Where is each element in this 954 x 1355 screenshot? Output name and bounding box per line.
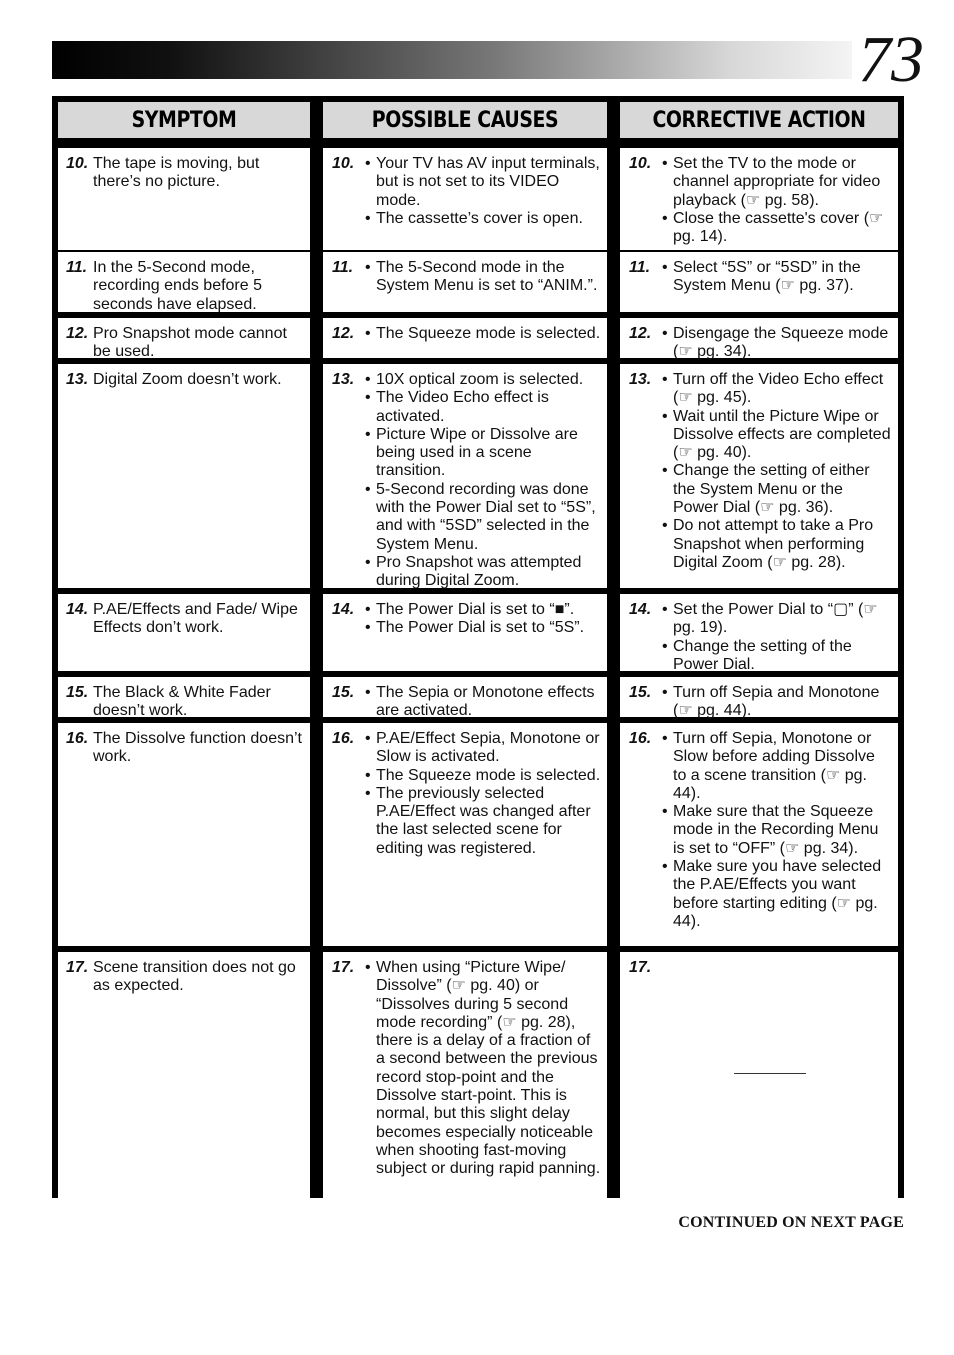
- causes-cell: [323, 952, 607, 1198]
- action-item: • Turn off the Video Echo effect (☞ pg. 45).: [662, 371, 884, 407]
- action-item: • Set the Power Dial to “▢” (☞ pg. 19).: [662, 601, 878, 637]
- bullet-icon: •: [662, 858, 668, 876]
- action-item: • Wait until the Picture Wipe or Dissolve effects are completed (☞ pg. 40).: [662, 407, 891, 462]
- action-item: • Close the cassette's cover (☞ pg. 14).: [662, 209, 884, 246]
- action-item: • Make sure you have selected the P.AE/Effects you want before starting editing (☞ pg. 44).: [662, 858, 882, 930]
- item-number: 14.: [332, 601, 355, 618]
- bullet-icon: •: [365, 371, 371, 388]
- cause-item: • The Power Dial is set to “5S”.: [365, 619, 585, 637]
- cause-item: • Your TV has AV input terminals, but is not set to its VIDEO mode.: [365, 155, 600, 209]
- bullet-icon: •: [662, 601, 668, 618]
- cause-item: • The Video Echo effect is activated.: [365, 389, 549, 425]
- bullet-icon: •: [365, 155, 371, 172]
- action-item: • Select “5S” or “5SD” in the System Menu (☞ pg. 37).: [662, 259, 861, 295]
- header-gradient-bar: [52, 41, 852, 79]
- symptom-cell: [58, 252, 310, 312]
- item-number: 13.: [66, 371, 89, 388]
- symptom-cell: [58, 677, 310, 720]
- symptom-text: The Black & White Fader doesn’t work.: [93, 684, 271, 720]
- bullet-icon: •: [365, 959, 371, 976]
- item-number: 10.: [66, 155, 89, 172]
- cause-item: • The previously selected P.AE/Effect was changed after the last selected scene for editing was registered.: [365, 784, 591, 857]
- bullet-icon: •: [365, 784, 371, 802]
- bullet-icon: •: [662, 407, 668, 425]
- item-number: 14.: [629, 601, 652, 618]
- troubleshooting-table: [52, 96, 904, 1198]
- cause-item: • The Squeeze mode is selected.: [365, 766, 601, 784]
- bullet-icon: •: [365, 730, 371, 747]
- bullet-icon: •: [365, 684, 371, 701]
- cause-item: • Picture Wipe or Dissolve are being used in a scene transition.: [365, 425, 578, 480]
- bullet-icon: •: [365, 325, 371, 342]
- causes-column: [323, 102, 607, 1192]
- item-number: 16.: [332, 730, 355, 747]
- item-number: 15.: [629, 684, 652, 701]
- item-number: 10.: [332, 155, 355, 172]
- action-item: • Change the setting of the Power Dial.: [662, 637, 852, 673]
- symptom-text: Pro Snapshot mode cannot be used.: [93, 325, 287, 361]
- bullet-icon: •: [662, 517, 668, 535]
- item-number: 17.: [66, 959, 89, 976]
- item-number: 15.: [332, 684, 355, 701]
- bullet-icon: •: [662, 155, 668, 172]
- symptom-cell: [58, 952, 310, 1198]
- item-number: 12.: [332, 325, 355, 342]
- bullet-icon: •: [662, 325, 668, 342]
- bullet-icon: •: [662, 730, 668, 747]
- symptom-text: The Dissolve function doesn’t work.: [93, 730, 302, 766]
- actions-cell: [620, 148, 898, 250]
- bullet-icon: •: [365, 766, 371, 784]
- item-number: 12.: [66, 325, 89, 342]
- item-number: 10.: [629, 155, 652, 172]
- item-number: 13.: [332, 371, 355, 388]
- action-item: • Turn off Sepia and Monotone (☞ pg. 44).: [662, 684, 880, 720]
- action-item: • Disengage the Squeeze mode (☞ pg. 34).: [662, 325, 889, 361]
- cause-item: • The cassette’s cover is open.: [365, 209, 583, 227]
- cause-item: • Pro Snapshot was attempted during Digital Zoom.: [365, 553, 582, 590]
- symptom-text: Digital Zoom doesn’t work.: [93, 371, 282, 388]
- actions-cell: [620, 677, 898, 720]
- blank-rule: [734, 1073, 806, 1074]
- bullet-icon: •: [662, 259, 668, 276]
- action-item: • Set the TV to the mode or channel appropriate for video playback (☞ pg. 58).: [662, 155, 881, 209]
- symptom-header: SYMPTOM: [76, 102, 293, 138]
- symptom-text: The tape is moving, but there’s no picture.: [93, 155, 260, 191]
- item-number: 11.: [332, 259, 354, 276]
- symptom-cell: [58, 148, 310, 250]
- causes-cell: [323, 723, 607, 946]
- item-number: 16.: [66, 730, 89, 747]
- symptom-cell: [58, 594, 310, 671]
- action-column: [620, 102, 898, 1192]
- cause-item: • The 5-Second mode in the System Menu is set to “ANIM.”.: [365, 259, 598, 295]
- continued-note: CONTINUED ON NEXT PAGE: [678, 1214, 904, 1231]
- cause-item: • 10X optical zoom is selected.: [365, 371, 584, 388]
- bullet-icon: •: [365, 619, 371, 637]
- item-number: 14.: [66, 601, 89, 618]
- item-number: 13.: [629, 371, 652, 388]
- symptom-text: P.AE/Effects and Fade/ Wipe Effects don’t work.: [93, 601, 298, 637]
- bullet-icon: •: [365, 425, 371, 443]
- causes-cell: [323, 252, 607, 312]
- cause-item: • The Sepia or Monotone effects are activated.: [365, 684, 595, 720]
- actions-cell: [620, 252, 898, 312]
- symptom-cell: [58, 364, 310, 588]
- causes-cell: [323, 148, 607, 250]
- cause-item: • When using “Picture Wipe/ Dissolve” (☞ pg. 40) or “Dissolves during 5 second mode recording” (☞ pg. 28), there is a delay of a fraction of a second between the previous record stop-point and the Dissolve start-point. This is normal, but this slight delay becomes especially noticeable when shooting fast-moving subject or during rapid panning.: [365, 959, 601, 1178]
- bullet-icon: •: [365, 480, 371, 498]
- symptom-text: Scene transition does not go as expected.: [93, 959, 296, 995]
- bullet-icon: •: [365, 389, 371, 407]
- action-item: • Make sure that the Squeeze mode in the Recording Menu is set to “OFF” (☞ pg. 34).: [662, 803, 879, 857]
- actions-cell: [620, 318, 898, 361]
- actions-cell: [620, 952, 898, 1198]
- item-number: 15.: [66, 684, 89, 701]
- actions-cell: [620, 364, 898, 588]
- bullet-icon: •: [662, 209, 668, 227]
- bullet-icon: •: [662, 462, 668, 480]
- causes-cell: [323, 594, 607, 671]
- causes-cell: [323, 318, 607, 358]
- symptom-cell: [58, 318, 310, 361]
- bullet-icon: •: [662, 684, 668, 701]
- causes-cell: [323, 364, 607, 588]
- action-header: CORRECTIVE ACTION: [639, 102, 878, 138]
- symptom-cell: [58, 723, 310, 946]
- bullet-icon: •: [365, 259, 371, 276]
- actions-cell: [620, 594, 898, 671]
- actions-cell: [620, 723, 898, 946]
- causes-cell: [323, 677, 607, 720]
- bullet-icon: •: [662, 371, 668, 388]
- bullet-icon: •: [662, 803, 668, 821]
- cause-item: • P.AE/Effect Sepia, Monotone or Slow is activated.: [365, 730, 600, 766]
- bullet-icon: •: [365, 209, 371, 227]
- item-number: 17.: [332, 959, 355, 976]
- bullet-icon: •: [365, 601, 371, 618]
- action-item: • Do not attempt to take a Pro Snapshot when performing Digital Zoom (☞ pg. 28).: [662, 517, 874, 571]
- page-number: 73: [858, 23, 924, 96]
- action-item: • Turn off Sepia, Monotone or Slow before adding Dissolve to a scene transition (☞ pg. 44).: [662, 730, 875, 802]
- causes-header: POSSIBLE CAUSES: [343, 102, 587, 138]
- item-number: 16.: [629, 730, 652, 747]
- action-item: • Change the setting of either the System Menu or the Power Dial (☞ pg. 36).: [662, 462, 870, 517]
- item-number: 12.: [629, 325, 652, 342]
- cause-item: • The Power Dial is set to “■”.: [365, 601, 575, 618]
- bullet-icon: •: [662, 637, 668, 655]
- item-number: 11.: [66, 259, 88, 276]
- symptom-text: In the 5-Second mode, recording ends before 5 seconds have elapsed.: [93, 259, 262, 313]
- item-number: 11.: [629, 259, 651, 276]
- cause-item: • The Squeeze mode is selected.: [365, 325, 601, 342]
- symptom-column: [58, 102, 310, 1192]
- item-number: 17.: [629, 959, 652, 976]
- bullet-icon: •: [365, 553, 371, 571]
- cause-item: • 5-Second recording was done with the Power Dial set to “5S”, and with “5SD” selected in the System Menu.: [365, 480, 596, 553]
